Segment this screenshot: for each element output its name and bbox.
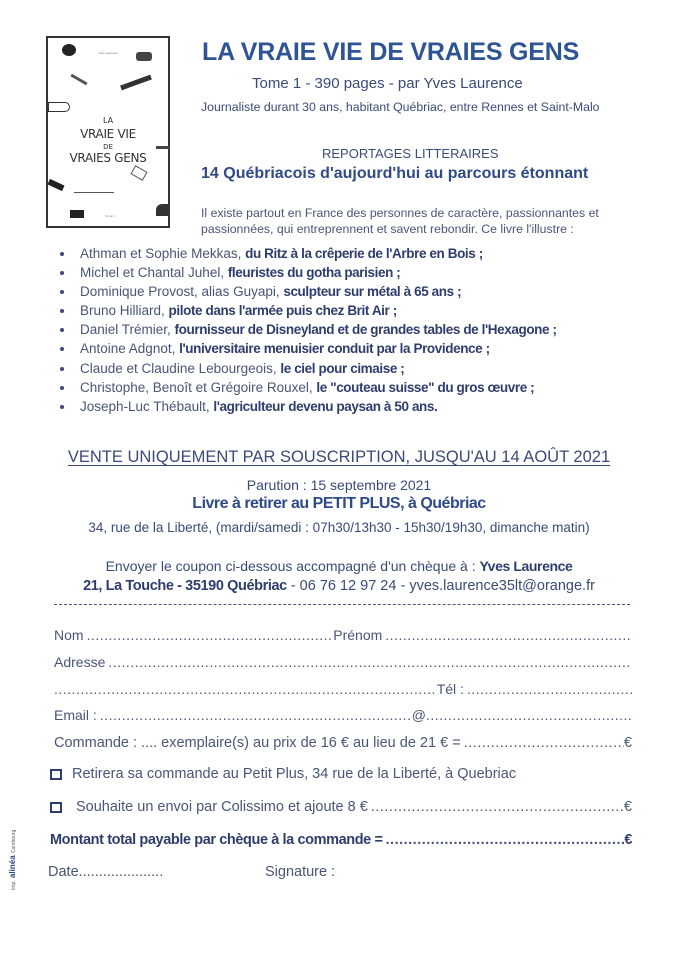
list-item <box>58 244 658 263</box>
person-name: Christophe, Benoît et Grégoire Rouxel, <box>80 379 317 395</box>
person-name: Joseph-Luc Thébault, <box>80 398 214 414</box>
list-item <box>58 397 658 416</box>
shipping-amount-field[interactable] <box>368 799 624 815</box>
adresse-field[interactable] <box>105 654 632 670</box>
author-bio: Journaliste durant 30 ans, habitant Québriac, entre Rennes et Saint-Malo <box>201 100 600 114</box>
pickup-option-label: Retirera sa commande au Petit Plus, 34 rue de la Liberté, à Quebriac <box>72 766 517 782</box>
total-label: Montant total payable par chèque à la commande = <box>50 832 383 848</box>
commande-text: Commande : .... exemplaire(s) au prix de 16 € au lieu de 21 € = <box>54 735 461 751</box>
email-user-field[interactable] <box>97 707 412 723</box>
cover-illustration-plane <box>48 102 70 112</box>
person-description: du Ritz à la crêperie de l'Arbre en Bois ; <box>245 246 483 261</box>
option-pickup[interactable] <box>50 766 632 782</box>
printer-mark <box>8 830 17 890</box>
printer-name: alinéa <box>8 855 17 879</box>
cover-title-line2: VRAIE VIE <box>80 127 136 141</box>
release-date: Parution : 15 septembre 2021 <box>246 477 432 493</box>
book-cover <box>46 36 170 228</box>
commande-currency: € <box>623 735 632 751</box>
pickup-location: Livre à retirer au PETIT PLUS, à Québriac <box>192 495 486 512</box>
person-name: Dominique Provost, alias Guyapi, <box>80 284 284 300</box>
cover-author: Yves Laurence <box>98 51 118 55</box>
date-field[interactable]: Date..................... <box>48 864 164 880</box>
cover-publisher: Tome 1 <box>105 214 115 218</box>
form-row-address <box>54 654 632 670</box>
pickup-checkbox[interactable] <box>50 769 62 780</box>
person-description: l'universitaire menuisier conduit par la Providence ; <box>179 341 490 357</box>
send-recipient: Yves Laurence <box>479 558 573 574</box>
cover-title-line3: DE <box>103 143 113 151</box>
cover-illustration-plant <box>156 204 168 216</box>
list-item <box>58 263 658 282</box>
person-name: Athman et Sophie Mekkas, <box>80 246 246 261</box>
list-item <box>58 339 658 358</box>
contact-address: 21, La Touche - 35190 Québriac <box>83 578 287 594</box>
adresse-field-line2[interactable] <box>54 681 434 697</box>
form-row-order <box>54 735 632 751</box>
option-shipping[interactable] <box>50 799 632 815</box>
person-name: Michel et Chantal Juhel, <box>80 265 228 281</box>
person-description: sculpteur sur métal à 65 ans ; <box>283 284 462 300</box>
list-item <box>58 378 658 397</box>
prenom-label: Prénom <box>333 627 383 643</box>
shipping-currency: € <box>623 799 632 815</box>
contact-phone-email: - 06 76 12 97 24 - yves.laurence35lt@orange.fr <box>286 578 595 594</box>
email-at: @ <box>411 707 426 723</box>
cover-title-line4: VRAIES GENS <box>69 151 147 165</box>
intro-paragraph: Il existe partout en France des personnes de caractère, passionnantes et passionnées, qui entreprennent et savent rebondir. Ce livre l'illustre : <box>201 206 599 236</box>
nom-label: Nom <box>54 627 84 643</box>
form-row-name <box>54 627 632 643</box>
total-field[interactable] <box>383 832 625 848</box>
cover-illustration-anvil <box>70 210 84 218</box>
printer-prefix: Imp. <box>11 880 17 890</box>
signature-field[interactable]: Signature : <box>265 864 336 880</box>
page-title: LA VRAIE VIE DE VRAIES GENS <box>202 38 580 66</box>
prenom-field[interactable] <box>382 627 632 643</box>
shipping-checkbox[interactable] <box>50 802 62 813</box>
person-name: Bruno Hilliard, <box>80 303 169 319</box>
cover-illustration-hammer <box>47 179 64 191</box>
person-description: fleuristes du gotha parisien ; <box>227 265 401 281</box>
cover-subtitle <box>74 190 114 193</box>
cover-title-line1: LA <box>102 116 114 125</box>
cut-line-divider <box>54 604 630 605</box>
total-currency: € <box>624 832 632 848</box>
person-description: le ciel pour cimaise ; <box>280 360 405 376</box>
email-label: Email : <box>54 707 97 723</box>
printer-suffix: Combourg <box>11 829 17 854</box>
contact-details <box>0 578 678 594</box>
person-description: pilote dans l'armée puis chez Brit Air ; <box>168 303 397 319</box>
cover-illustration-machine <box>136 52 152 61</box>
email-domain-field[interactable] <box>426 707 632 723</box>
person-name: Daniel Trémier, <box>80 322 175 338</box>
genre-label: REPORTAGES LITTERAIRES <box>322 146 499 161</box>
subscription-notice: VENTE UNIQUEMENT PAR SOUSCRIPTION, JUSQU'AU 14 AOÛT 2021 <box>67 448 611 466</box>
cover-illustration-gear <box>62 44 76 56</box>
list-item <box>58 301 658 320</box>
person-name: Antoine Adgnot, <box>80 341 180 357</box>
adresse-label: Adresse <box>54 654 106 670</box>
book-subtitle: 14 Québriacois d'aujourd'hui au parcours étonnant <box>201 165 589 182</box>
cover-illustration-knife <box>120 75 152 91</box>
form-row-email <box>54 707 632 723</box>
commande-total-field[interactable] <box>461 735 624 751</box>
form-row-total <box>50 832 632 848</box>
list-item <box>58 359 658 378</box>
send-text: Envoyer le coupon ci-dessous accompagné d'un chèque à : <box>105 558 480 574</box>
list-item <box>58 320 658 339</box>
person-description: l'agriculteur devenu paysan à 50 ans. <box>213 398 438 414</box>
person-name: Claude et Claudine Lebourgeois, <box>80 360 281 376</box>
nom-field[interactable] <box>84 627 334 643</box>
cover-illustration-hands <box>130 165 147 181</box>
book-info: Tome 1 - 390 pages - par Yves Laurence <box>252 75 523 92</box>
form-row-phone <box>54 681 632 697</box>
send-instructions <box>0 558 678 574</box>
pickup-address: 34, rue de la Liberté, (mardi/samedi : 07h30/13h30 - 15h30/19h30, dimanche matin) <box>88 520 590 535</box>
shipping-option-label: Souhaite un envoi par Colissimo et ajoute 8 € <box>76 799 368 815</box>
person-description: fournisseur de Disneyland et de grandes tables de l'Hexagone ; <box>174 322 557 338</box>
cover-illustration-tool <box>70 74 87 86</box>
tel-label: Tél : <box>436 681 464 697</box>
person-description: le "couteau suisse" du gros œuvre ; <box>316 379 535 395</box>
list-item <box>58 282 658 301</box>
tel-field[interactable] <box>467 681 632 697</box>
people-list <box>58 244 658 416</box>
